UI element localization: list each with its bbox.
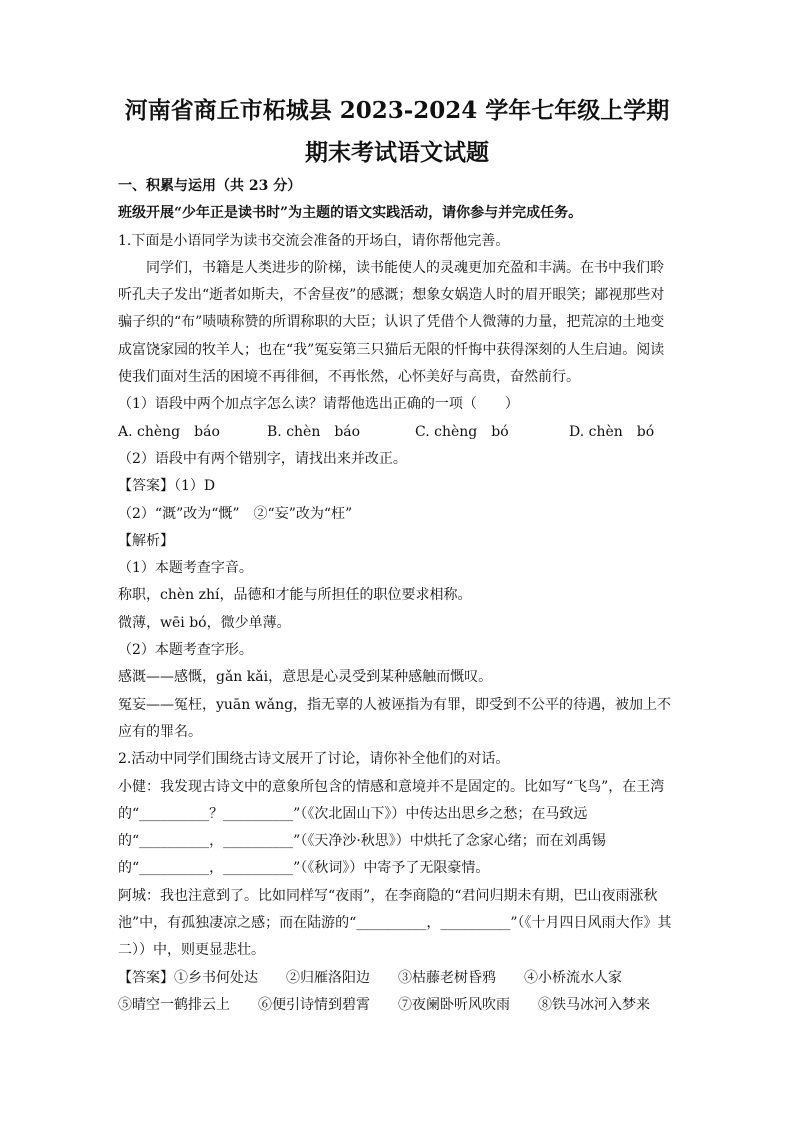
question-1-analysis-6: 冤妄——冤枉，yuān wǎng，指无辜的人被诬指为有罪，即受到不公平的待遇，被加上不应有的罪名。 bbox=[118, 696, 672, 740]
answer-item-5: ⑤晴空一鹤排云上 bbox=[118, 996, 230, 1013]
question-2-answers-row1 bbox=[118, 965, 676, 992]
option-d: D. chèn bó bbox=[569, 423, 655, 440]
answer-item-6: ⑥便引诗情到碧霄 bbox=[258, 996, 370, 1013]
answer-label: 【答案】 bbox=[118, 969, 174, 986]
document-title-line2: 期末考试语文试题 bbox=[305, 139, 489, 166]
answer-item-3: ③枯藤老树昏鸦 bbox=[398, 969, 496, 986]
question-1-passage: 同学们，书籍是人类进步的阶梯，读书能使人的灵魂更加充盈和丰满。在书中我们聆听孔夫子发出“逝者如斯夫，不舍昼夜”的感溉；想象女娲造人时的眉开眼笑；鄙视那些对骗子织的“布”啧啧称赞的所谓称职的大臣；认识了凭借个人微薄的力量，把荒凉的土地变成富饶家园的牧羊人；也在“我”冤妄第三只猫后无限的忏悔中获得深刻的人生启迪。阅读使我们面对生活的困境不再徘徊，不再怅然，心怀美好与高贵，奋然前行。 bbox=[118, 259, 665, 386]
document-title-line1: 河南省商丘市柘城县 2023-2024 学年七年级上学期 bbox=[124, 97, 670, 124]
question-1-options bbox=[118, 419, 676, 446]
answer-item-2: ②归雁洛阳边 bbox=[286, 969, 370, 986]
question-1: 1.下面是小语同学为读书交流会准备的开场白，请你帮他完善。 bbox=[118, 232, 510, 249]
section-heading: 一、积累与运用（共 23 分） bbox=[118, 178, 302, 194]
answer-item-4: ④小桥流水人家 bbox=[524, 969, 622, 986]
question-1-analysis-5: 感溉——感慨，gǎn kǎi，意思是心灵受到某种感触而慨叹。 bbox=[118, 669, 493, 686]
question-1-answer-2: （2）“溉”改为“慨” ②“妄”改为“枉” bbox=[118, 505, 353, 522]
option-c: C. chèng bó bbox=[415, 423, 509, 440]
answer-item-8: ⑧铁马冰河入梦来 bbox=[538, 996, 650, 1013]
question-1-answer-1: 【答案】（1）D bbox=[118, 478, 216, 495]
option-a: A. chèng báo bbox=[118, 423, 220, 440]
question-1-analysis-1: （1）本题考查字音。 bbox=[118, 560, 253, 577]
task-intro: 班级开展“少年正是读书时”为主题的语文实践活动，请你参与并完成任务。 bbox=[118, 205, 583, 222]
question-1-sub2: （2）语段中有两个错别字，请找出来并改正。 bbox=[118, 450, 407, 467]
question-1-analysis-3: 微薄，wēi bó，微少单薄。 bbox=[118, 614, 291, 631]
question-1-analysis-4: （2）本题考查字形。 bbox=[118, 642, 253, 659]
question-1-sub1: （1）语段中两个加点字怎么读？请帮他选出正确的一项（ ） bbox=[118, 396, 519, 413]
question-1-analysis-label: 【解析】 bbox=[118, 532, 174, 549]
question-2-dialog-1: 小健：我发现古诗文中的意象所包含的情感和意境并不是固定的。比如写“飞鸟”，在王湾的“__________？__________”（《次北固山下》）中传达出思乡之愁；在马致远的“__________，__________”（《天净沙·秋思》）中烘托了念家心绪；而在刘禹锡的“__________，__________”（《秋词》）中寄予了无限豪情。 bbox=[118, 778, 665, 877]
question-2-dialog-2: 阿城：我也注意到了。比如同样写“夜雨”，在李商隐的“君问归期未有期，巴山夜雨涨秋池”中，有孤独凄凉之感；而在陆游的“__________，__________”（《十月四日风雨大作》其二））中，则更显悲壮。 bbox=[118, 887, 672, 959]
option-b: B. chèn báo bbox=[267, 423, 361, 440]
question-2: 2.活动中同学们围绕古诗文展开了讨论，请你补全他们的对话。 bbox=[118, 751, 510, 768]
answer-item-7: ⑦夜阑卧听风吹雨 bbox=[398, 996, 510, 1013]
question-1-analysis-2: 称职，chèn zhí，品德和才能与所担任的职位要求相称。 bbox=[118, 587, 472, 604]
document-body bbox=[118, 173, 676, 1019]
question-2-answers-row2 bbox=[118, 992, 676, 1019]
answer-item-1: ①乡书何处达 bbox=[174, 969, 258, 986]
